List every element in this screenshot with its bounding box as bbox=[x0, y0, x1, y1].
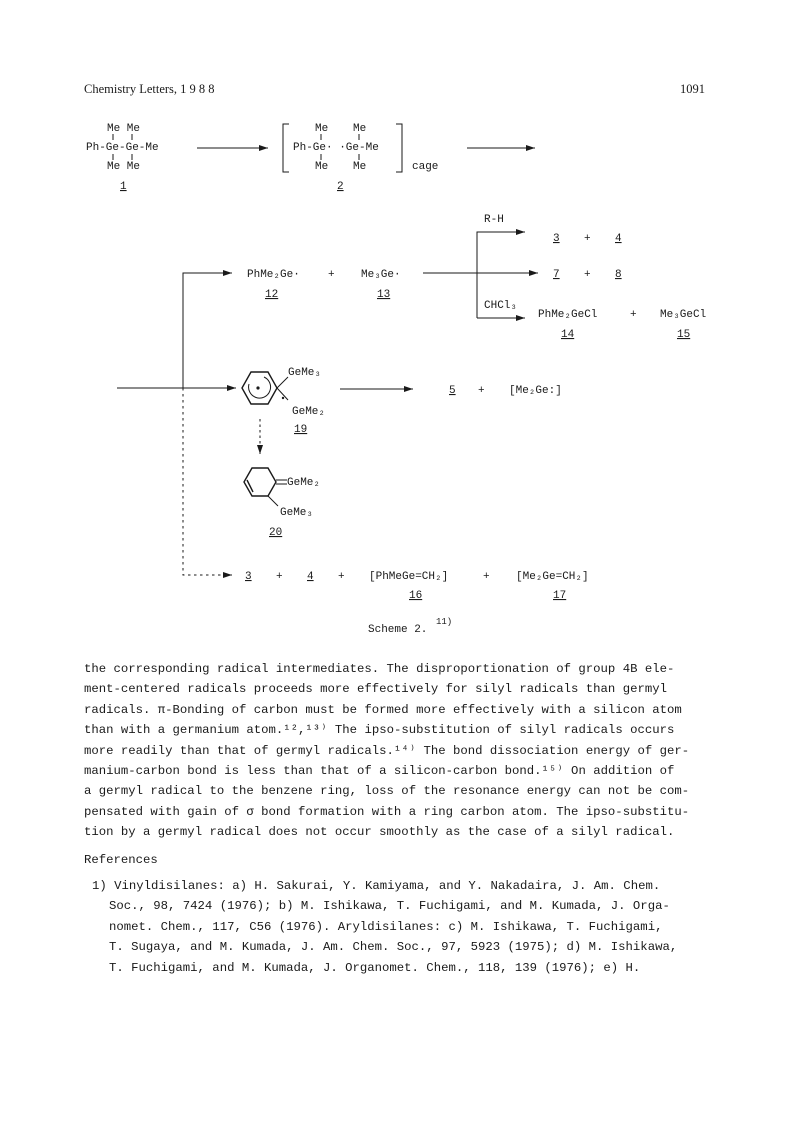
radical-13-number: 13 bbox=[377, 289, 391, 301]
arrow-to-radicals bbox=[183, 273, 232, 388]
cage-label: cage bbox=[412, 161, 439, 173]
cage-number: 2 bbox=[337, 181, 344, 193]
cage-bottom-2: Me bbox=[353, 161, 367, 173]
references-list bbox=[92, 876, 712, 978]
reference-line: T. Sugaya, and M. Kumada, J. Am. Chem. Soc., 97, 5923 (1975); d) M. Ishikawa, bbox=[109, 940, 678, 955]
svg-text:+: + bbox=[338, 571, 345, 583]
product-7: 7 bbox=[553, 269, 560, 281]
compound-1 bbox=[86, 123, 159, 193]
references-heading: References bbox=[84, 853, 158, 867]
product-15-number: 15 bbox=[677, 329, 691, 341]
product-15: Me₃GeCl bbox=[660, 309, 707, 321]
structure-19-sub1: GeMe₃ bbox=[288, 367, 322, 379]
product-4: 4 bbox=[615, 233, 622, 245]
product-14-number: 14 bbox=[561, 329, 575, 341]
structure-19-sub2: GeMe₂ bbox=[292, 406, 326, 418]
radical-12: PhMe₂Ge· bbox=[247, 269, 300, 281]
product-8: 8 bbox=[615, 269, 622, 281]
bottom-product-4: 4 bbox=[307, 571, 314, 583]
compound-1-mid: Ph-Ge-Ge-Me bbox=[86, 142, 159, 154]
bottom-product-16-number: 16 bbox=[409, 590, 423, 602]
bottom-product-16: [PhMeGe=CH₂] bbox=[369, 571, 449, 583]
reference-line: T. Fuchigami, and M. Kumada, J. Organomet. Chem., 118, 139 (1976); e) H. bbox=[109, 960, 641, 975]
compound-1-bottom: Me Me bbox=[107, 161, 141, 173]
body-line: than with a germanium atom.¹²,¹³⁾ The ipso-substitution of silyl radicals occurs bbox=[84, 723, 675, 738]
svg-text:+: + bbox=[584, 233, 591, 245]
reagent-chcl3: CHCl₃ bbox=[484, 300, 518, 312]
bottom-product-17-number: 17 bbox=[553, 590, 567, 602]
product-me2ge: [Me₂Ge:] bbox=[509, 385, 562, 397]
reference-line: nomet. Chem., 117, C56 (1976). Aryldisilanes: c) M. Ishikawa, T. Fuchigami, bbox=[109, 919, 663, 934]
structure-20 bbox=[244, 468, 320, 539]
scheme-title: Scheme 2. bbox=[368, 624, 428, 636]
body-line: a germyl radical to the benzene ring, loss of the resonance energy can not be com- bbox=[84, 784, 690, 799]
cage-bottom-1: Me bbox=[315, 161, 329, 173]
radicals-plus: + bbox=[328, 269, 335, 281]
cage-top-2: Me bbox=[353, 123, 367, 135]
reagent-rh: R-H bbox=[484, 214, 504, 226]
reference-line: Soc., 98, 7424 (1976); b) M. Ishikawa, T. Fuchigami, and M. Kumada, J. Orga- bbox=[109, 899, 670, 914]
body-paragraph bbox=[84, 659, 714, 843]
product-3: 3 bbox=[553, 233, 560, 245]
scheme-title-ref: 11) bbox=[436, 617, 453, 627]
cage-mid: Ph-Ge· ·Ge-Me bbox=[293, 142, 379, 154]
compound-1-top: Me Me bbox=[107, 123, 141, 135]
bottom-product-3: 3 bbox=[245, 571, 252, 583]
structure-19 bbox=[242, 367, 325, 436]
svg-text:+: + bbox=[276, 571, 283, 583]
compound-1-number: 1 bbox=[120, 181, 127, 193]
cage-top-1: Me bbox=[315, 123, 329, 135]
reference-line: 1) Vinyldisilanes: a) H. Sakurai, Y. Kamiyama, and Y. Nakadaira, J. Am. Chem. bbox=[92, 879, 661, 893]
structure-20-number: 20 bbox=[269, 527, 283, 539]
page-number: 1091 bbox=[680, 82, 705, 96]
svg-text:+: + bbox=[584, 269, 591, 281]
bottom-product-17: [Me₂Ge=CH₂] bbox=[516, 571, 589, 583]
structure-20-sub2: GeMe₃ bbox=[280, 507, 314, 519]
dotted-arrow-bottom bbox=[183, 388, 232, 575]
body-line: more readily than that of germyl radicals.¹⁴⁾ The bond dissociation energy of ger- bbox=[84, 743, 690, 758]
body-line: the corresponding radical intermediates. The disproportionation of group 4B ele- bbox=[84, 662, 675, 676]
product-14: PhMe₂GeCl bbox=[538, 309, 598, 321]
product-5: 5 bbox=[449, 385, 456, 397]
body-line: ment-centered radicals proceeds more effectively for silyl radicals than germyl bbox=[84, 682, 667, 697]
cage-compound-2 bbox=[283, 123, 438, 193]
body-line: radicals. π-Bonding of carbon must be formed more effectively with a silicon atom bbox=[84, 702, 682, 717]
radical-13: Me₃Ge· bbox=[361, 269, 401, 281]
svg-text:+: + bbox=[630, 309, 637, 321]
svg-text:+: + bbox=[478, 385, 485, 397]
radical-12-number: 12 bbox=[265, 289, 279, 301]
structure-20-sub1: GeMe₂ bbox=[287, 477, 321, 489]
structure-19-number: 19 bbox=[294, 424, 308, 436]
body-line: pensated with gain of σ bond formation with a ring carbon atom. The ipso-substitu- bbox=[84, 804, 690, 819]
journal-header: Chemistry Letters, 1 9 8 8 bbox=[84, 82, 215, 96]
body-line: manium-carbon bond is less than that of a silicon-carbon bond.¹⁵⁾ On addition of bbox=[84, 764, 675, 779]
body-line: tion by a germyl radical does not occur smoothly as the case of a silyl radical. bbox=[84, 825, 675, 840]
svg-text:+: + bbox=[483, 571, 490, 583]
